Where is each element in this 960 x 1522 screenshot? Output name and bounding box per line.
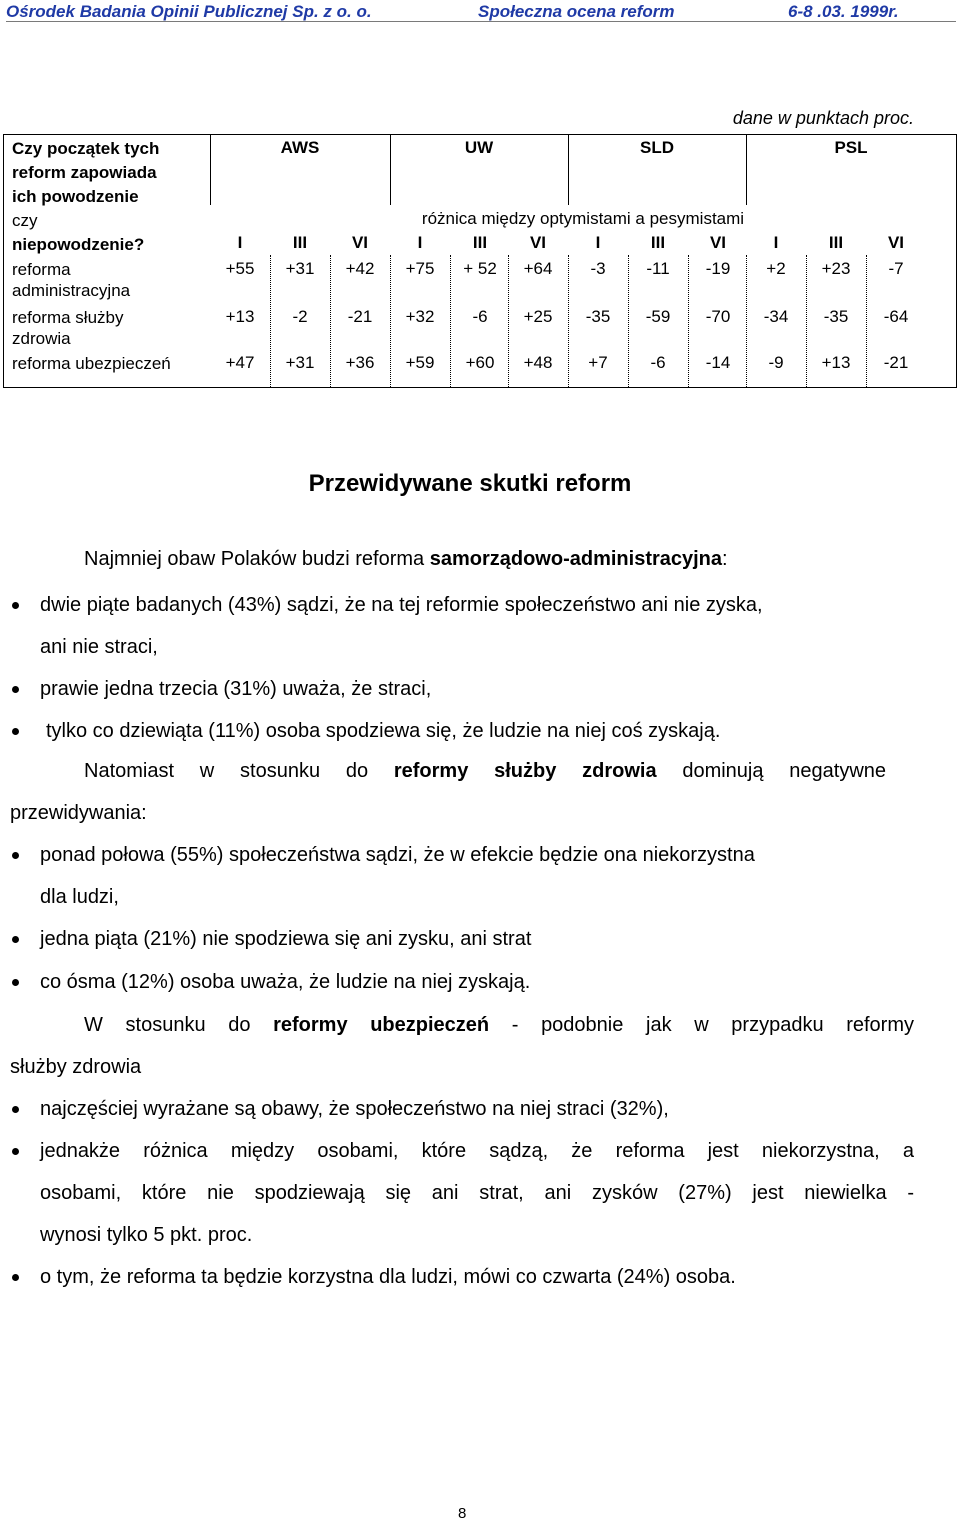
wave-header: I — [595, 233, 601, 252]
table-cell: +2 — [766, 259, 786, 278]
table-cell: -19 — [705, 259, 731, 278]
bullet-icon — [12, 602, 19, 609]
table-cell: +59 — [405, 353, 435, 372]
party-header-uw: UW — [464, 138, 494, 157]
wave-header: VI — [709, 233, 727, 252]
bullet-icon — [12, 979, 19, 986]
unit-note: dane w punktach proc. — [732, 108, 914, 128]
bullet-text: jedna piąta (21%) nie spodziewa się ani zysku, ani strat — [40, 928, 532, 950]
party-header-aws: AWS — [280, 138, 320, 157]
table-cell: +36 — [345, 353, 375, 372]
table-cell: -59 — [645, 307, 671, 326]
bullet-text: co ósma (12%) osoba uważa, że ludzie na niej zyskają. — [40, 971, 531, 993]
table-cell: -64 — [883, 307, 909, 326]
bullet-text: osobami, które nie spodziewają się ani strat, ani zysków (27%) jest niewielka - — [40, 1182, 914, 1204]
table-cell: -35 — [585, 307, 611, 326]
table-cell: +32 — [405, 307, 435, 326]
bullet-icon — [12, 1274, 19, 1281]
bullet-icon — [12, 686, 19, 693]
table-cell: +60 — [465, 353, 495, 372]
table-cell: -11 — [646, 259, 670, 278]
bullet-icon — [12, 936, 19, 943]
bullet-text: najczęściej wyrażane są obawy, że społeczeństwo na niej straci (32%), — [40, 1098, 669, 1120]
party-header-psl: PSL — [834, 138, 868, 157]
wave-header: III — [292, 233, 308, 252]
header-report-title: Społeczna ocena reform — [478, 2, 675, 21]
bullet-icon — [12, 1106, 19, 1113]
wave-header: VI — [887, 233, 905, 252]
question-line: niepowodzenie? — [12, 235, 145, 254]
table-cell: +48 — [523, 353, 553, 372]
text-bold: samorządowo-administracyjna — [429, 548, 723, 570]
section-title: Przewidywane skutki reform — [308, 470, 632, 497]
paragraph-s1-intro — [84, 538, 728, 580]
question-line: czy — [12, 211, 38, 230]
table-cell: -6 — [472, 307, 488, 326]
table-question — [12, 137, 159, 257]
bullet-icon — [12, 852, 19, 859]
table-cell: -7 — [888, 259, 904, 278]
table-cell: -21 — [883, 353, 909, 372]
paragraph-line: przewidywania: — [10, 802, 147, 824]
question-line: Czy początek tych — [12, 139, 160, 158]
wave-header: VI — [351, 233, 369, 252]
text: Natomiast w stosunku do — [84, 760, 394, 782]
wave-header: III — [650, 233, 666, 252]
table-cell: -14 — [705, 353, 731, 372]
page-header — [6, 2, 956, 22]
bullet-text: ponad połowa (55%) społeczeństwa sądzi, że w efekcie będzie ona niekorzystna — [40, 844, 755, 866]
table-cell: -3 — [590, 259, 606, 278]
text: dominują negatywne — [656, 760, 887, 782]
table-cell: -70 — [705, 307, 731, 326]
header-date: 6-8 .03. 1999r. — [788, 2, 899, 21]
table-subheader: różnica między optymistami a pesymistami — [421, 209, 745, 228]
wave-header: I — [237, 233, 243, 252]
wave-header: III — [472, 233, 488, 252]
bullet-text: wynosi tylko 5 pkt. proc. — [40, 1224, 253, 1246]
party-header-sld: SLD — [640, 138, 674, 157]
wave-header: I — [417, 233, 423, 252]
question-line: reform zapowiada — [12, 163, 157, 182]
wave-header: VI — [529, 233, 547, 252]
table-cell: +55 — [225, 259, 255, 278]
table-cell: -35 — [823, 307, 849, 326]
text-bold: reformy ubezpieczeń — [273, 1014, 490, 1036]
text: - podobnie jak w przypadku reformy — [489, 1014, 914, 1036]
table-cell: +31 — [285, 259, 315, 278]
bullet-text: dla ludzi, — [40, 886, 119, 908]
results-table — [3, 134, 957, 388]
wave-header: III — [828, 233, 844, 252]
row-label-line: zdrowia — [12, 329, 71, 348]
table-cell: -9 — [768, 353, 784, 372]
table-cell: +42 — [345, 259, 375, 278]
question-line: ich powodzenie — [12, 187, 139, 206]
header-organization: Ośrodek Badania Opinii Publicznej Sp. z o. o. — [6, 2, 372, 21]
table-cell: -21 — [347, 307, 373, 326]
table-cell: +13 — [821, 353, 851, 372]
text: : — [722, 548, 728, 570]
row-label-line: reforma służby — [12, 308, 124, 327]
table-cell: -2 — [292, 307, 308, 326]
table-cell: +7 — [588, 353, 608, 372]
bullet-text: dwie piąte badanych (43%) sądzi, że na tej reformie społeczeństwo ani nie zyska, — [40, 594, 763, 616]
paragraph-line: służby zdrowia — [10, 1056, 142, 1078]
bullet-text: tylko co dziewiąta (11%) osoba spodziewa się, że ludzie na niej coś zyskają. — [46, 720, 721, 742]
bullet-text: jednakże różnica między osobami, które sądzą, że reforma jest niekorzystna, a — [40, 1140, 914, 1162]
row-label-line: administracyjna — [12, 281, 131, 300]
table-row-label — [12, 353, 171, 374]
table-cell: +47 — [225, 353, 255, 372]
table-cell: +31 — [285, 353, 315, 372]
paragraph-s3-intro — [84, 1004, 914, 1046]
paragraph-s2-intro — [84, 750, 886, 792]
text-bold: reformy służby zdrowia — [393, 760, 657, 782]
bullet-icon — [12, 1148, 19, 1155]
bullet-text: prawie jedna trzecia (31%) uważa, że straci, — [40, 678, 432, 700]
text: Najmniej obaw Polaków budzi reforma — [84, 548, 430, 570]
table-cell: +25 — [523, 307, 553, 326]
table-cell: + 52 — [463, 259, 497, 278]
table-cell: +64 — [523, 259, 553, 278]
table-row-label — [12, 307, 123, 349]
table-cell: -34 — [763, 307, 789, 326]
table-cell: +75 — [405, 259, 435, 278]
table-row-label — [12, 259, 130, 301]
bullet-text: o tym, że reforma ta będzie korzystna dla ludzi, mówi co czwarta (24%) osoba. — [40, 1266, 736, 1288]
bullet-icon — [12, 728, 19, 735]
row-label-line: reforma ubezpieczeń — [12, 354, 171, 373]
text: W stosunku do — [84, 1014, 274, 1036]
table-cell: -6 — [650, 353, 666, 372]
row-label-line: reforma — [12, 260, 71, 279]
page-number: 8 — [458, 1505, 467, 1522]
table-cell: +23 — [821, 259, 851, 278]
wave-header: I — [773, 233, 779, 252]
table-cell: +13 — [225, 307, 255, 326]
bullet-text: ani nie straci, — [40, 636, 158, 658]
